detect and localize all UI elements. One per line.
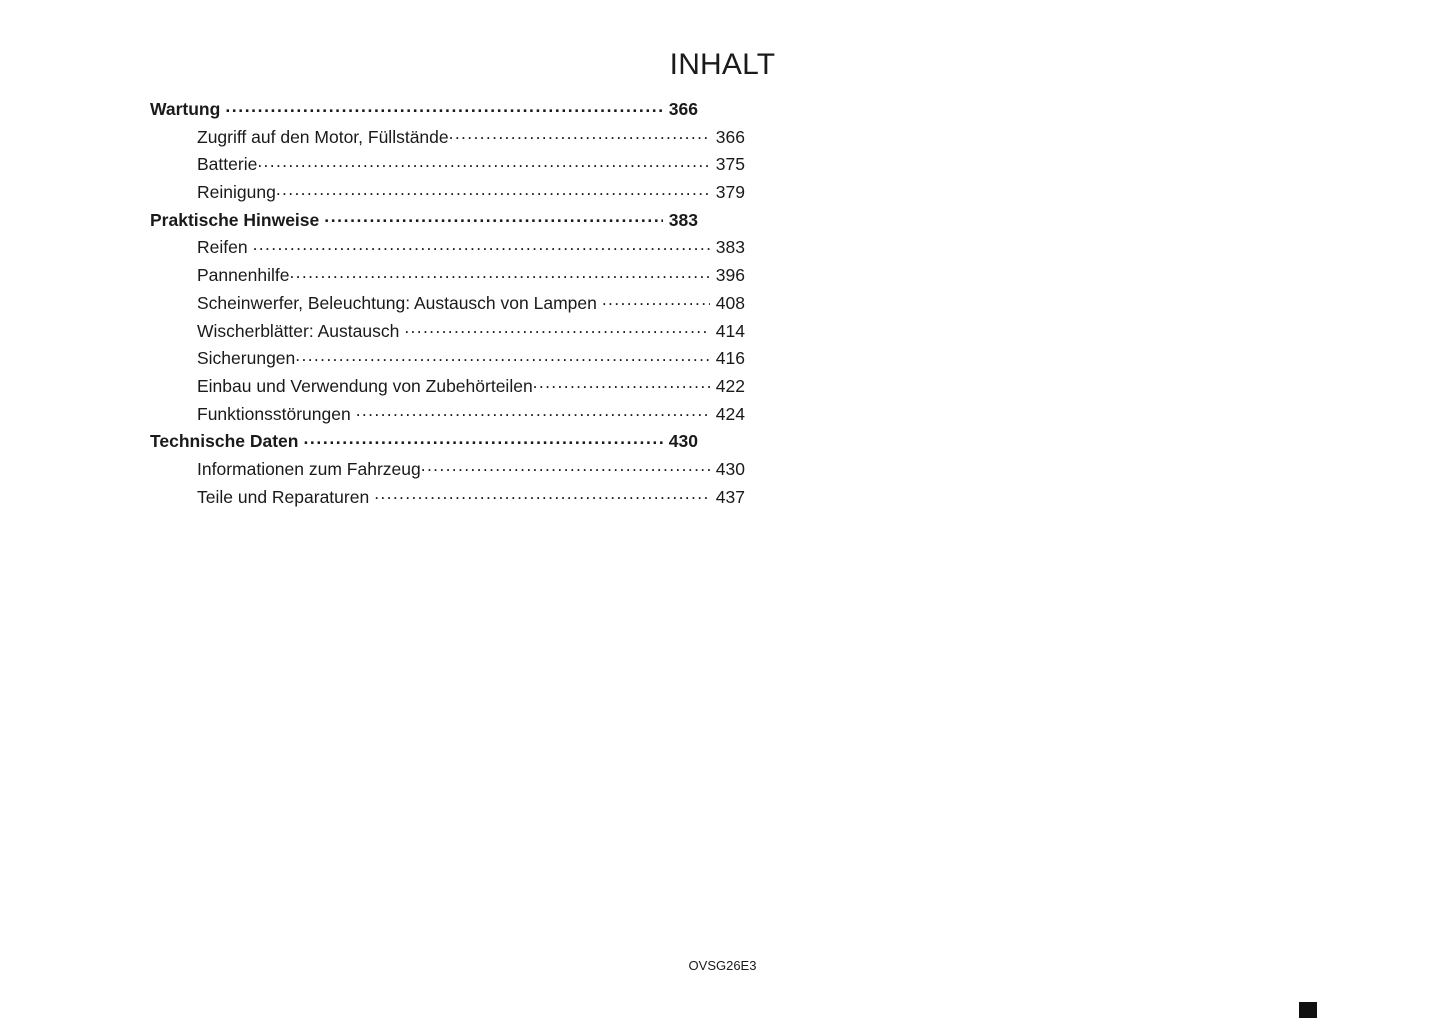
toc-entry-row[interactable]	[150, 401, 745, 429]
toc-dot-leader	[289, 264, 709, 282]
toc-dot-leader	[257, 153, 709, 171]
toc-dot-leader	[295, 347, 710, 365]
toc-page-number: 424	[715, 403, 745, 424]
toc-section-row[interactable]	[150, 428, 698, 456]
toc-page-number: 430	[668, 431, 698, 452]
toc-page-number: 366	[668, 99, 698, 119]
toc-page-number: 414	[715, 320, 745, 341]
toc-dot-leader	[253, 236, 710, 254]
toc-entry-row[interactable]	[150, 318, 745, 346]
toc-entry-row[interactable]	[150, 179, 745, 207]
toc-entry-row[interactable]	[150, 124, 745, 152]
toc-dot-leader	[374, 485, 710, 503]
toc-entry-label: Reinigung	[197, 182, 276, 203]
toc-page-number: 383	[668, 209, 698, 230]
toc-page-number: 408	[715, 292, 745, 313]
page-title: INHALT	[669, 48, 776, 82]
toc-entry-label: Scheinwerfer, Beleuchtung: Austausch von Lampen	[197, 292, 597, 313]
toc-entry-row[interactable]	[150, 151, 745, 179]
toc-page-number: 416	[715, 348, 745, 369]
toc-entry-label: Batterie	[197, 154, 258, 175]
toc-entry-label: Informationen zum Fahrzeug	[197, 458, 421, 479]
toc-page-number: 379	[715, 182, 745, 203]
toc-entry-row[interactable]	[150, 484, 745, 512]
toc-dot-leader	[324, 208, 663, 226]
footer-document-code: OVSG26E3	[688, 958, 757, 973]
toc-dot-leader	[276, 181, 710, 199]
toc-page-number: 375	[715, 154, 745, 175]
toc-section-row[interactable]	[150, 96, 698, 124]
toc-dot-leader	[404, 319, 709, 337]
toc-entry-label: Sicherungen	[197, 348, 296, 369]
toc-section-row[interactable]	[150, 207, 698, 235]
toc-dot-leader	[356, 402, 710, 420]
toc-page-number: 437	[715, 486, 745, 507]
toc-entry-label: Pannenhilfe	[197, 265, 290, 286]
toc-entry-label: Wartung	[150, 99, 221, 119]
toc-entry-label: Wischerblätter: Austausch	[197, 320, 400, 341]
toc-entry-label: Reifen	[197, 237, 248, 258]
toc-entry-label: Zugriff auf den Motor, Füllstände	[197, 126, 449, 147]
table-of-contents	[150, 96, 745, 511]
toc-dot-leader	[533, 374, 710, 392]
toc-page-number: 383	[715, 237, 745, 258]
toc-page-number: 430	[715, 458, 745, 479]
toc-dot-leader	[449, 125, 710, 143]
toc-entry-label: Praktische Hinweise	[150, 209, 320, 230]
toc-entry-row[interactable]	[150, 345, 745, 373]
toc-entry-row[interactable]	[150, 234, 745, 262]
toc-entry-label: Technische Daten	[150, 431, 299, 452]
toc-page-number: 422	[715, 375, 745, 396]
toc-entry-row[interactable]	[150, 262, 745, 290]
toc-entry-label: Funktionsstörungen	[197, 403, 351, 424]
toc-entry-label: Teile und Reparaturen	[197, 486, 370, 507]
toc-entry-label: Einbau und Verwendung von Zubehörteilen	[197, 375, 533, 396]
toc-entry-row[interactable]	[150, 373, 745, 401]
toc-page-number: 366	[715, 126, 745, 147]
toc-page-number: 396	[715, 265, 745, 286]
toc-dot-leader	[225, 98, 662, 116]
toc-dot-leader	[303, 430, 662, 448]
toc-entry-row[interactable]	[150, 290, 745, 318]
toc-entry-row[interactable]	[150, 456, 745, 484]
toc-dot-leader	[421, 457, 710, 475]
toc-dot-leader	[602, 291, 710, 309]
corner-page-marker	[1299, 1002, 1317, 1018]
